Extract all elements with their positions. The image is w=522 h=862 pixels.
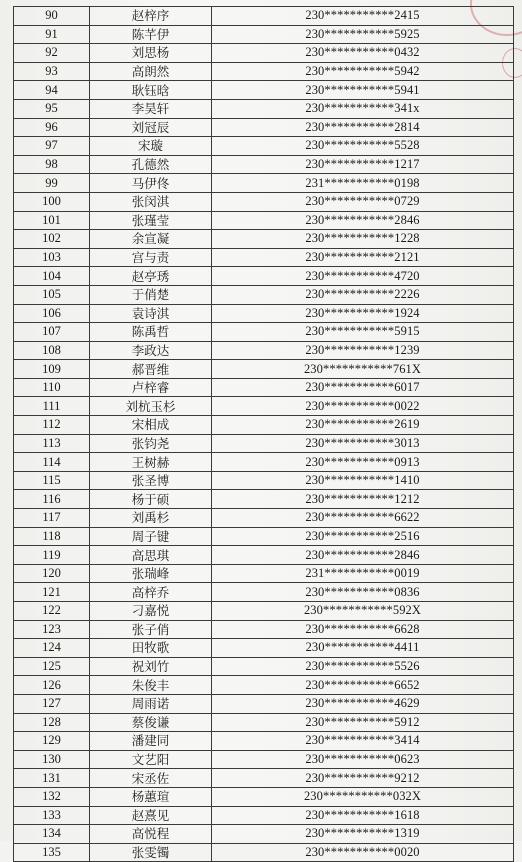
student-name-cell: 卢梓睿 — [90, 378, 212, 397]
student-name-cell: 袁诗淇 — [90, 304, 212, 323]
roster-table — [13, 6, 514, 862]
row-number-cell: 100 — [14, 192, 90, 211]
id-number-cell: 230***********6622 — [212, 509, 514, 528]
table-row — [14, 583, 514, 602]
student-name-cell: 刘杭玉杉 — [90, 397, 212, 416]
id-number-cell: 230***********2846 — [212, 546, 514, 565]
student-name-cell: 郝晋维 — [90, 360, 212, 379]
row-number-cell: 94 — [14, 81, 90, 100]
table-row — [14, 118, 514, 137]
row-number-cell: 90 — [14, 7, 90, 26]
row-number-cell: 96 — [14, 118, 90, 137]
id-number-cell: 230***********0836 — [212, 583, 514, 602]
id-number-cell: 230***********5941 — [212, 81, 514, 100]
id-number-cell: 230***********1212 — [212, 490, 514, 509]
table-row — [14, 137, 514, 156]
id-number-cell: 230***********1319 — [212, 825, 514, 844]
table-row — [14, 471, 514, 490]
table-row — [14, 378, 514, 397]
row-number-cell: 118 — [14, 527, 90, 546]
table-row — [14, 825, 514, 844]
student-name-cell: 马伊佟 — [90, 174, 212, 193]
row-number-cell: 131 — [14, 769, 90, 788]
student-name-cell: 潘建同 — [90, 732, 212, 751]
row-number-cell: 122 — [14, 602, 90, 621]
row-number-cell: 114 — [14, 453, 90, 472]
id-number-cell: 230***********2814 — [212, 118, 514, 137]
id-number-cell: 230***********5915 — [212, 323, 514, 342]
row-number-cell: 97 — [14, 137, 90, 156]
table-row — [14, 509, 514, 528]
row-number-cell: 107 — [14, 323, 90, 342]
row-number-cell: 109 — [14, 360, 90, 379]
student-name-cell: 祝刘竹 — [90, 657, 212, 676]
id-number-cell: 230***********5925 — [212, 25, 514, 44]
student-name-cell: 周雨诺 — [90, 694, 212, 713]
student-name-cell: 宋丞佐 — [90, 769, 212, 788]
id-number-cell: 230***********3013 — [212, 434, 514, 453]
row-number-cell: 130 — [14, 750, 90, 769]
table-row — [14, 174, 514, 193]
student-name-cell: 刘禹杉 — [90, 509, 212, 528]
student-name-cell: 耿钰晗 — [90, 81, 212, 100]
student-name-cell: 高思琪 — [90, 546, 212, 565]
table-row — [14, 620, 514, 639]
student-name-cell: 孔德然 — [90, 155, 212, 174]
id-number-cell: 231***********0198 — [212, 174, 514, 193]
row-number-cell: 119 — [14, 546, 90, 565]
id-number-cell: 230***********6628 — [212, 620, 514, 639]
table-row — [14, 657, 514, 676]
table-row — [14, 434, 514, 453]
student-name-cell: 张钧尧 — [90, 434, 212, 453]
student-name-cell: 周子键 — [90, 527, 212, 546]
table-row — [14, 750, 514, 769]
id-number-cell: 230***********0913 — [212, 453, 514, 472]
student-name-cell: 高悦程 — [90, 825, 212, 844]
table-row — [14, 676, 514, 695]
table-row — [14, 843, 514, 862]
student-name-cell: 刁嘉悦 — [90, 602, 212, 621]
row-number-cell: 104 — [14, 267, 90, 286]
table-row — [14, 564, 514, 583]
row-number-cell: 93 — [14, 62, 90, 81]
id-number-cell: 230***********1618 — [212, 806, 514, 825]
student-name-cell: 陈芊伊 — [90, 25, 212, 44]
id-number-cell: 230***********0020 — [212, 843, 514, 862]
student-name-cell: 张瑞峰 — [90, 564, 212, 583]
id-number-cell: 230***********3414 — [212, 732, 514, 751]
id-number-cell: 231***********0019 — [212, 564, 514, 583]
table-row — [14, 602, 514, 621]
id-number-cell: 230***********4720 — [212, 267, 514, 286]
id-number-cell: 230***********6652 — [212, 676, 514, 695]
student-name-cell: 高梓乔 — [90, 583, 212, 602]
row-number-cell: 121 — [14, 583, 90, 602]
student-name-cell: 宫与责 — [90, 248, 212, 267]
table-row — [14, 732, 514, 751]
table-row — [14, 546, 514, 565]
id-number-cell: 230***********0022 — [212, 397, 514, 416]
row-number-cell: 125 — [14, 657, 90, 676]
table-row — [14, 81, 514, 100]
id-number-cell: 230***********0729 — [212, 192, 514, 211]
table-row — [14, 62, 514, 81]
row-number-cell: 98 — [14, 155, 90, 174]
id-number-cell: 230***********5912 — [212, 713, 514, 732]
table-row — [14, 490, 514, 509]
id-number-cell: 230***********0432 — [212, 44, 514, 63]
id-number-cell: 230***********032X — [212, 787, 514, 806]
student-name-cell: 陈禹哲 — [90, 323, 212, 342]
student-name-cell: 赵熹见 — [90, 806, 212, 825]
student-name-cell: 赵亭琇 — [90, 267, 212, 286]
table-row — [14, 44, 514, 63]
table-row — [14, 211, 514, 230]
table-row — [14, 397, 514, 416]
row-number-cell: 111 — [14, 397, 90, 416]
id-number-cell: 230***********2415 — [212, 7, 514, 26]
id-number-cell: 230***********9212 — [212, 769, 514, 788]
row-number-cell: 132 — [14, 787, 90, 806]
row-number-cell: 110 — [14, 378, 90, 397]
id-number-cell: 230***********4411 — [212, 639, 514, 658]
table-row — [14, 694, 514, 713]
student-name-cell: 李政达 — [90, 341, 212, 360]
table-row — [14, 360, 514, 379]
student-name-cell: 朱俊丰 — [90, 676, 212, 695]
student-name-cell: 宋相成 — [90, 416, 212, 435]
table-row — [14, 453, 514, 472]
id-number-cell: 230***********2121 — [212, 248, 514, 267]
row-number-cell: 95 — [14, 99, 90, 118]
roster-table-body — [14, 7, 514, 862]
table-row — [14, 416, 514, 435]
row-number-cell: 115 — [14, 471, 90, 490]
id-number-cell: 230***********1410 — [212, 471, 514, 490]
id-number-cell: 230***********2226 — [212, 285, 514, 304]
row-number-cell: 127 — [14, 694, 90, 713]
row-number-cell: 134 — [14, 825, 90, 844]
row-number-cell: 112 — [14, 416, 90, 435]
row-number-cell: 120 — [14, 564, 90, 583]
student-name-cell: 杨于硕 — [90, 490, 212, 509]
table-row — [14, 639, 514, 658]
table-row — [14, 25, 514, 44]
table-row — [14, 787, 514, 806]
row-number-cell: 99 — [14, 174, 90, 193]
student-name-cell: 张瑾莹 — [90, 211, 212, 230]
id-number-cell: 230***********2619 — [212, 416, 514, 435]
student-name-cell: 于俏楚 — [90, 285, 212, 304]
student-name-cell: 张子俏 — [90, 620, 212, 639]
row-number-cell: 133 — [14, 806, 90, 825]
table-row — [14, 304, 514, 323]
table-row — [14, 99, 514, 118]
table-row — [14, 341, 514, 360]
student-name-cell: 张雯镯 — [90, 843, 212, 862]
student-name-cell: 杨蕙瑄 — [90, 787, 212, 806]
table-row — [14, 7, 514, 26]
student-name-cell: 高朗然 — [90, 62, 212, 81]
row-number-cell: 113 — [14, 434, 90, 453]
id-number-cell: 230***********592X — [212, 602, 514, 621]
student-name-cell: 宋璇 — [90, 137, 212, 156]
row-number-cell: 103 — [14, 248, 90, 267]
table-row — [14, 323, 514, 342]
row-number-cell: 116 — [14, 490, 90, 509]
table-row — [14, 806, 514, 825]
row-number-cell: 106 — [14, 304, 90, 323]
row-number-cell: 101 — [14, 211, 90, 230]
table-row — [14, 285, 514, 304]
table-row — [14, 248, 514, 267]
row-number-cell: 128 — [14, 713, 90, 732]
id-number-cell: 230***********0623 — [212, 750, 514, 769]
student-name-cell: 张闵淇 — [90, 192, 212, 211]
student-name-cell: 田牧歌 — [90, 639, 212, 658]
table-row — [14, 155, 514, 174]
table-row — [14, 527, 514, 546]
row-number-cell: 105 — [14, 285, 90, 304]
row-number-cell: 124 — [14, 639, 90, 658]
student-name-cell: 文艺阳 — [90, 750, 212, 769]
id-number-cell: 230***********761X — [212, 360, 514, 379]
row-number-cell: 92 — [14, 44, 90, 63]
table-row — [14, 267, 514, 286]
student-name-cell: 王树赫 — [90, 453, 212, 472]
id-number-cell: 230***********1217 — [212, 155, 514, 174]
row-number-cell: 117 — [14, 509, 90, 528]
id-number-cell: 230***********4629 — [212, 694, 514, 713]
row-number-cell: 129 — [14, 732, 90, 751]
row-number-cell: 91 — [14, 25, 90, 44]
row-number-cell: 126 — [14, 676, 90, 695]
table-row — [14, 230, 514, 249]
id-number-cell: 230***********2846 — [212, 211, 514, 230]
student-name-cell: 刘思杨 — [90, 44, 212, 63]
id-number-cell: 230***********1228 — [212, 230, 514, 249]
table-row — [14, 713, 514, 732]
student-name-cell: 刘冠辰 — [90, 118, 212, 137]
row-number-cell: 123 — [14, 620, 90, 639]
student-name-cell: 赵梓序 — [90, 7, 212, 26]
table-row — [14, 769, 514, 788]
id-number-cell: 230***********1924 — [212, 304, 514, 323]
student-name-cell: 张圣博 — [90, 471, 212, 490]
id-number-cell: 230***********1239 — [212, 341, 514, 360]
id-number-cell: 230***********2516 — [212, 527, 514, 546]
id-number-cell: 230***********5526 — [212, 657, 514, 676]
id-number-cell: 230***********5942 — [212, 62, 514, 81]
table-row — [14, 192, 514, 211]
student-name-cell: 李昊轩 — [90, 99, 212, 118]
id-number-cell: 230***********6017 — [212, 378, 514, 397]
student-name-cell: 蔡俊谦 — [90, 713, 212, 732]
row-number-cell: 135 — [14, 843, 90, 862]
student-name-cell: 余宣凝 — [90, 230, 212, 249]
row-number-cell: 102 — [14, 230, 90, 249]
row-number-cell: 108 — [14, 341, 90, 360]
id-number-cell: 230***********341x — [212, 99, 514, 118]
id-number-cell: 230***********5528 — [212, 137, 514, 156]
